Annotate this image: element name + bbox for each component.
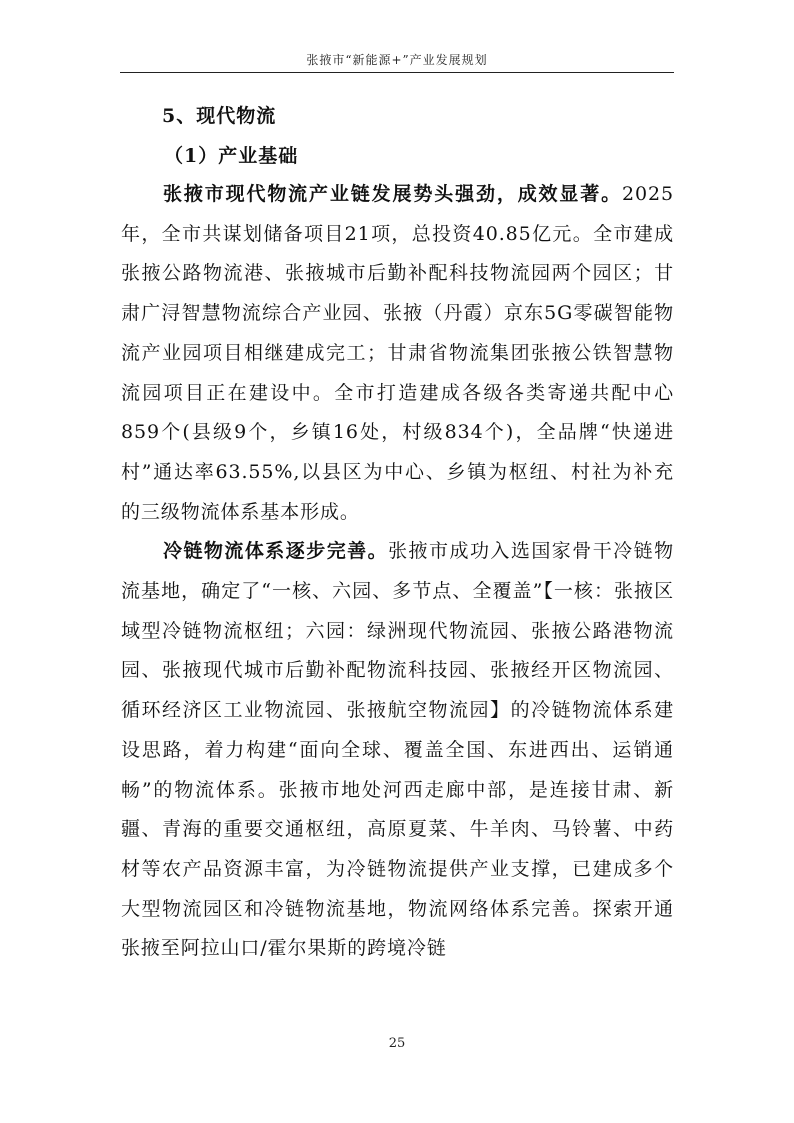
document-body [121, 95, 674, 969]
paragraph-text: 2025年，全市共谋划储备项目21项，总投资40.85亿元。全市建成张掖公路物流港、张掖城市后勤补配科技物流园两个园区；甘肃广浔智慧物流综合产业园、张掖（丹霞）京东5G零碳智能物流产业园项目相继建成完工；甘肃省物流集团张掖公铁智慧物流园项目正在建设中。全市打造建成各级各类寄递共配中心859个(县级9个，乡镇16处，村级834个)，全品牌“快递进村”通达率63.55%,以县区为中心、乡镇为枢纽、村社为补充的三级物流体系基本形成。 [121, 183, 674, 523]
paragraph-text: 张掖市成功入选国家骨干冷链物流基地，确定了“一核、六园、多节点、全覆盖”【一核：张掖区域型冷链物流枢纽；六园：绿洲现代物流园、张掖公路港物流园、张掖现代城市后勤补配物流科技园、张掖经开区物流园、循环经济区工业物流园、张掖航空物流园】的冷链物流体系建设思路，着力构建“面向全球、覆盖全国、东进西出、运销通畅”的物流体系。张掖市地处河西走廊中部，是连接甘肃、新疆、青海的重要交通枢纽，高原夏菜、牛羊肉、马铃薯、中药材等农产品资源丰富，为冷链物流提供产业支撑，已建成多个大型物流园区和冷链物流基地，物流网络体系完善。探索开通张掖至阿拉山口/霍尔果斯的跨境冷链 [121, 540, 674, 960]
paragraph-lead: 张掖市现代物流产业链发展势头强劲，成效显著。 [163, 183, 623, 205]
section-heading: 5、现代物流 [162, 105, 277, 127]
running-header-title: 张掖市“新能源+”产业发展规划 [306, 53, 488, 67]
page-number: 25 [388, 1036, 406, 1051]
subsection-heading: （1）产业基础 [164, 145, 299, 167]
running-header [120, 50, 674, 73]
paragraph-cold-chain [121, 532, 674, 969]
paragraph-logistics-chain [121, 175, 674, 532]
paragraph-lead: 冷链物流体系逐步完善。 [163, 540, 389, 563]
